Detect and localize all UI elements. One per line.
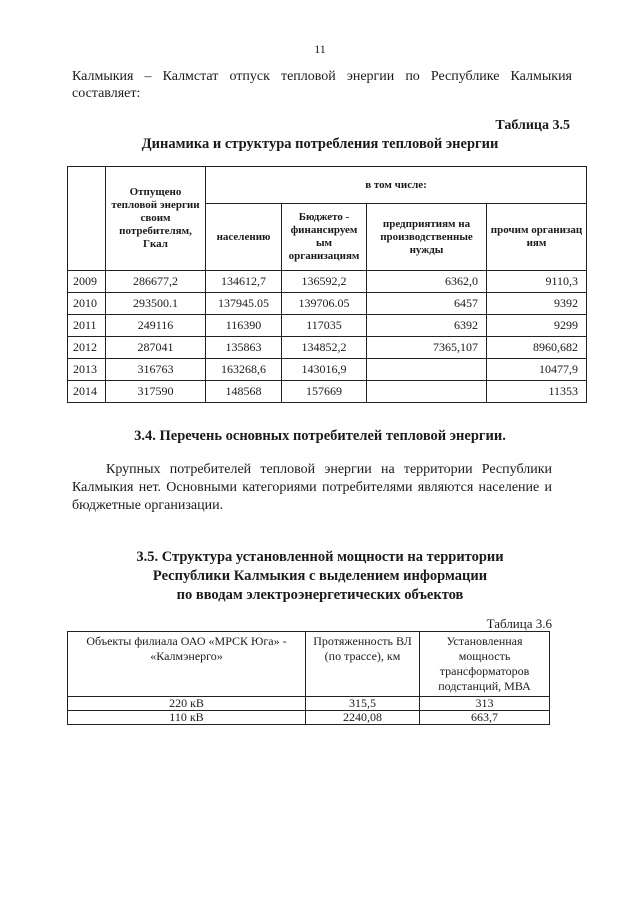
year-cell: 2012 bbox=[68, 337, 106, 359]
header-other: прочим организац иям bbox=[487, 204, 587, 271]
table-row bbox=[68, 359, 587, 381]
industry-cell bbox=[367, 381, 487, 403]
capacity-cell: 663,7 bbox=[420, 711, 550, 725]
header-population: населению bbox=[206, 204, 282, 271]
year-cell: 2013 bbox=[68, 359, 106, 381]
industry-cell: 6457 bbox=[367, 293, 487, 315]
year-cell: 2014 bbox=[68, 381, 106, 403]
other-cell: 8960,682 bbox=[487, 337, 587, 359]
heat-consumption-table bbox=[67, 166, 587, 403]
header-total: Отпущено тепловой энергии своим потребителям, Гкал bbox=[106, 167, 206, 271]
object-cell: 220 кВ bbox=[68, 697, 306, 711]
section-3-5-heading-line1: 3.5. Структура установленной мощности на территории bbox=[136, 549, 504, 565]
total-cell: 249116 bbox=[106, 315, 206, 337]
budget-cell: 136592,2 bbox=[282, 271, 367, 293]
population-cell: 163268,6 bbox=[206, 359, 282, 381]
industry-cell: 7365,107 bbox=[367, 337, 487, 359]
length-cell: 2240,08 bbox=[306, 711, 420, 725]
other-cell: 9392 bbox=[487, 293, 587, 315]
industry-cell: 6392 bbox=[367, 315, 487, 337]
installed-capacity-table bbox=[67, 631, 550, 725]
header-budget: Бюджето - финансируем ым организациям bbox=[282, 204, 367, 271]
year-cell: 2010 bbox=[68, 293, 106, 315]
capacity-cell: 313 bbox=[420, 697, 550, 711]
length-cell: 315,5 bbox=[306, 697, 420, 711]
page-number: 11 bbox=[314, 42, 326, 56]
table-3-5-label: Таблица 3.5 bbox=[495, 118, 570, 133]
section-3-4-heading: 3.4. Перечень основных потребителей тепловой энергии. bbox=[134, 428, 506, 444]
section-3-4-paragraph: Крупных потребителей тепловой энергии на территории Республики Калмыкия нет. Основными категориями потребителями являются население и бюджетные организации. bbox=[72, 462, 552, 513]
header-length: Протяженность ВЛ (по трассе), км bbox=[306, 632, 420, 697]
other-cell: 9299 bbox=[487, 315, 587, 337]
section-3-5-heading-line2: Республики Калмыкия с выделением информации bbox=[152, 568, 488, 584]
table-row bbox=[68, 711, 550, 725]
other-cell: 11353 bbox=[487, 381, 587, 403]
population-cell: 148568 bbox=[206, 381, 282, 403]
industry-cell: 6362,0 bbox=[367, 271, 487, 293]
budget-cell: 143016,9 bbox=[282, 359, 367, 381]
other-cell: 9110,3 bbox=[487, 271, 587, 293]
year-cell: 2009 bbox=[68, 271, 106, 293]
population-cell: 134612,7 bbox=[206, 271, 282, 293]
total-cell: 317590 bbox=[106, 381, 206, 403]
table-3-6-label: Таблица 3.6 bbox=[486, 616, 552, 631]
section-3-5-heading bbox=[0, 548, 640, 605]
population-cell: 137945.05 bbox=[206, 293, 282, 315]
total-cell: 287041 bbox=[106, 337, 206, 359]
other-cell: 10477,9 bbox=[487, 359, 587, 381]
table-row bbox=[68, 697, 550, 711]
budget-cell: 139706.05 bbox=[282, 293, 367, 315]
section-3-5-heading-line3: по вводам электроэнергетических объектов bbox=[176, 587, 464, 603]
budget-cell: 134852,2 bbox=[282, 337, 367, 359]
table-3-5-title: Динамика и структура потребления тепловой энергии bbox=[141, 136, 499, 152]
header-objects: Объекты филиала ОАО «МРСК Юга» - «Калмэнерго» bbox=[68, 632, 306, 697]
header-including: в том числе: bbox=[206, 167, 587, 204]
industry-cell bbox=[367, 359, 487, 381]
population-cell: 135863 bbox=[206, 337, 282, 359]
intro-paragraph: Калмыкия – Калмстат отпуск тепловой энергии по Республике Калмыкия составляет: bbox=[72, 69, 572, 101]
header-capacity: Установленная мощность трансформаторов подстанций, МВА bbox=[420, 632, 550, 697]
header-year-cell bbox=[68, 167, 106, 271]
total-cell: 293500.1 bbox=[106, 293, 206, 315]
table-row bbox=[68, 293, 587, 315]
object-cell: 110 кВ bbox=[68, 711, 306, 725]
table-row bbox=[68, 381, 587, 403]
total-cell: 316763 bbox=[106, 359, 206, 381]
total-cell: 286677,2 bbox=[106, 271, 206, 293]
year-cell: 2011 bbox=[68, 315, 106, 337]
population-cell: 116390 bbox=[206, 315, 282, 337]
budget-cell: 157669 bbox=[282, 381, 367, 403]
budget-cell: 117035 bbox=[282, 315, 367, 337]
table-row bbox=[68, 337, 587, 359]
table-row bbox=[68, 271, 587, 293]
table-row bbox=[68, 315, 587, 337]
header-industry: предприятиям на производственные нужды bbox=[367, 204, 487, 271]
